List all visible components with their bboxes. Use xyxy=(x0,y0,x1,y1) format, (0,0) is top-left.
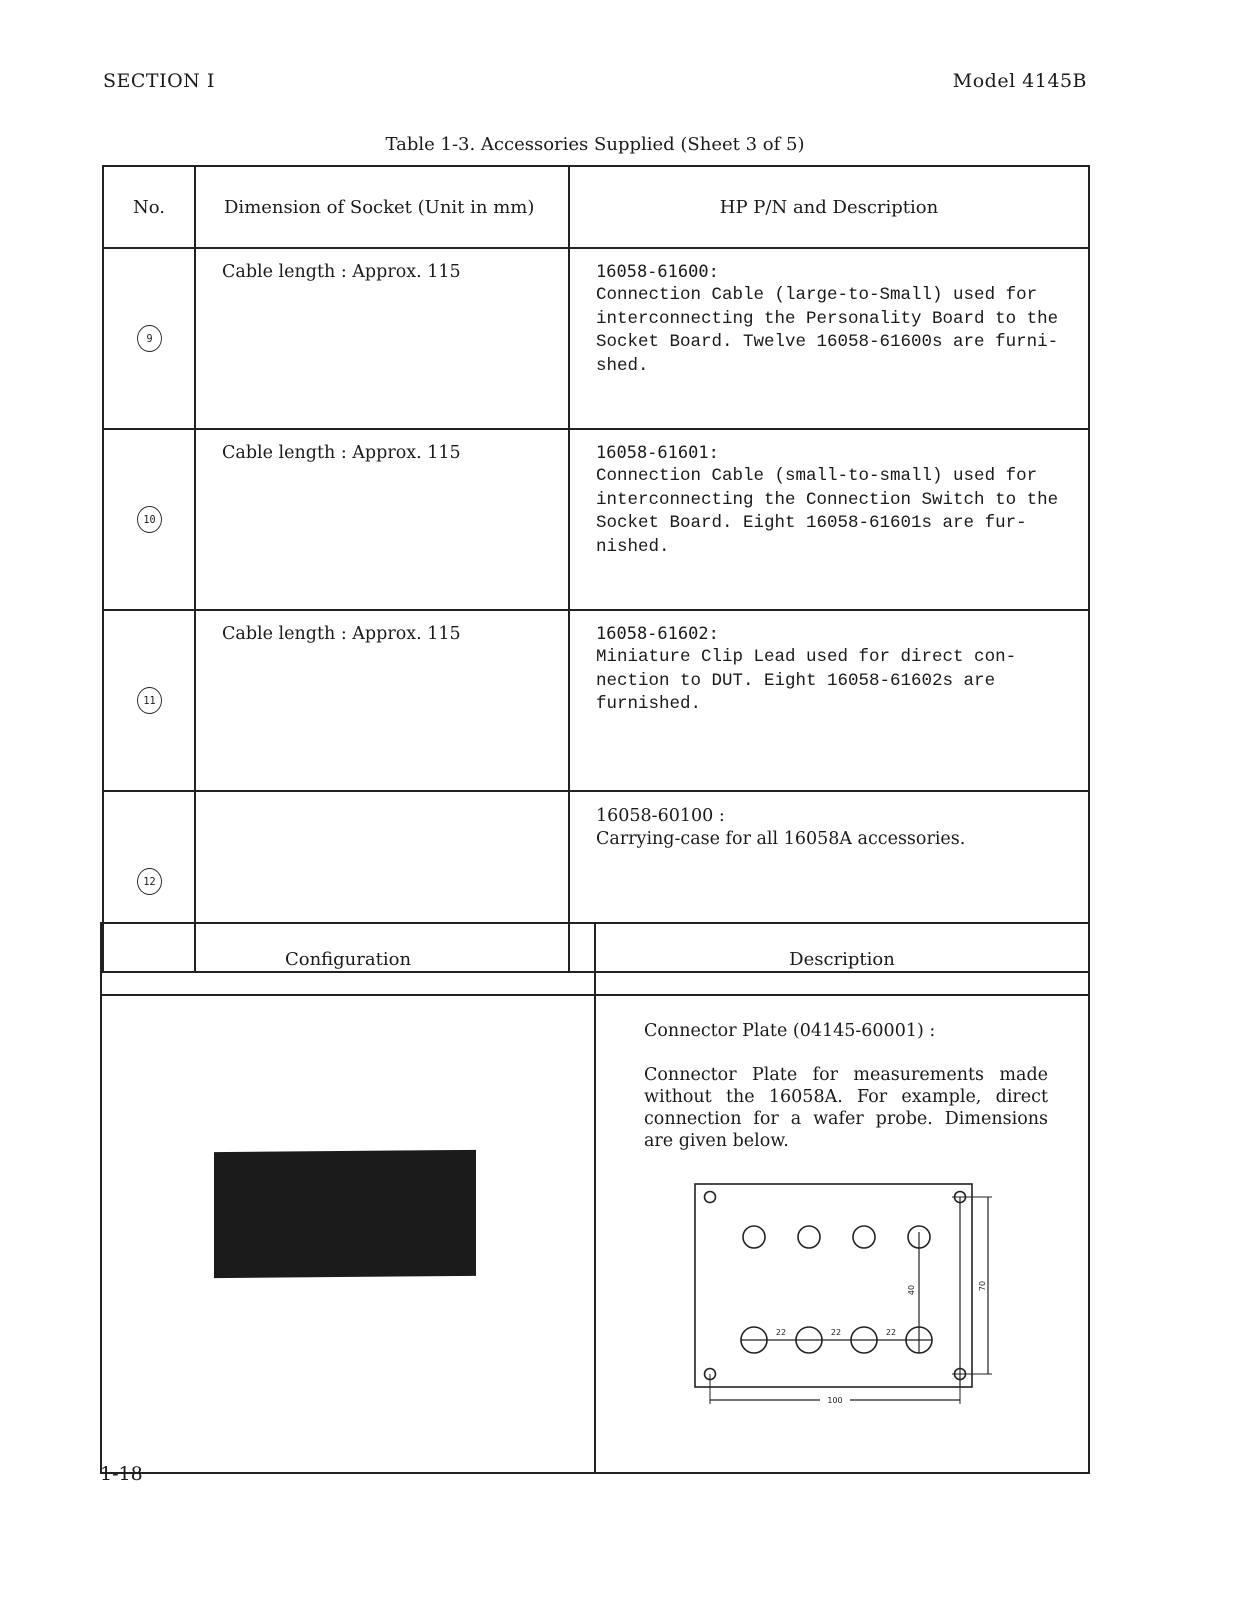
dim-label-width: 100 xyxy=(827,1396,843,1405)
dim-label-height-outer: 70 xyxy=(978,1280,987,1292)
connector-hole xyxy=(798,1226,820,1248)
col-header-description: Description xyxy=(595,923,1089,995)
col-header-no: No. xyxy=(103,166,195,248)
dimension-text: Cable length : Approx. 115 xyxy=(222,624,461,644)
mount-hole xyxy=(705,1192,716,1203)
part-description: Miniature Clip Lead used for direct con- nection to DUT. Eight 16058-61602s are furnished. xyxy=(596,647,1017,714)
part-number: 16058-61602: xyxy=(596,624,719,644)
part-number: 16058-61600: xyxy=(596,262,719,282)
table-row xyxy=(101,995,1089,1473)
dimension-text: Cable length : Approx. 115 xyxy=(222,262,461,282)
item-number-badge: 11 xyxy=(137,687,162,714)
model-label: Model 4145B xyxy=(952,70,1087,92)
connector-plate-title: Connector Plate (04145-60001) : xyxy=(644,1021,936,1041)
part-description: Connection Cable (small-to-small) used for interconnecting the Connection Switch to the Socket Board. Eight 16058-61601s are fur- nished. xyxy=(596,466,1059,557)
col-header-description: HP P/N and Description xyxy=(569,166,1089,248)
table-row xyxy=(103,610,1089,791)
dimension-text: Cable length : Approx. 115 xyxy=(222,443,461,463)
connector-hole xyxy=(743,1226,765,1248)
plate-outline xyxy=(695,1184,972,1387)
configuration-table xyxy=(100,922,1090,1474)
col-header-configuration: Configuration xyxy=(101,923,595,995)
item-number-badge: 9 xyxy=(137,325,162,352)
dim-label-spacing: 22 xyxy=(775,1328,787,1337)
item-number-badge: 12 xyxy=(137,868,162,895)
dim-label-spacing: 22 xyxy=(885,1328,897,1337)
accessories-table xyxy=(102,165,1090,973)
col-header-dimension: Dimension of Socket (Unit in mm) xyxy=(195,166,569,248)
description-cell xyxy=(595,995,1089,1473)
table-row xyxy=(103,248,1089,429)
item-number-badge: 10 xyxy=(137,506,162,533)
connector-plate-text: Connector Plate for measurements made without the 16058A. For example, direct connection for a wafer probe. Dimensions are given below. xyxy=(644,1065,1048,1151)
part-number: 16058-60100 : xyxy=(596,806,725,826)
section-label: SECTION I xyxy=(103,70,215,92)
connector-plate-photo xyxy=(214,1150,476,1278)
part-description: Connection Cable (large-to-Small) used for interconnecting the Personality Board to the Socket Board. Twelve 16058-61600s are furni- shed. xyxy=(596,285,1059,376)
part-number: 16058-61601: xyxy=(596,443,719,463)
dim-label-spacing: 22 xyxy=(830,1328,842,1337)
dim-label-height-inner: 40 xyxy=(907,1284,916,1296)
table-caption: Table 1-3. Accessories Supplied (Sheet 3 of 5) xyxy=(385,134,805,155)
table-row xyxy=(103,429,1089,610)
part-description: Carrying-case for all 16058A accessories. xyxy=(596,829,966,849)
connector-hole xyxy=(853,1226,875,1248)
connector-plate-drawing xyxy=(692,1182,1002,1412)
configuration-cell xyxy=(101,995,595,1473)
page-number: 1-18 xyxy=(100,1463,143,1485)
dimension-text xyxy=(196,792,568,805)
table-header-row xyxy=(103,166,1089,248)
config-header-row xyxy=(101,923,1089,995)
